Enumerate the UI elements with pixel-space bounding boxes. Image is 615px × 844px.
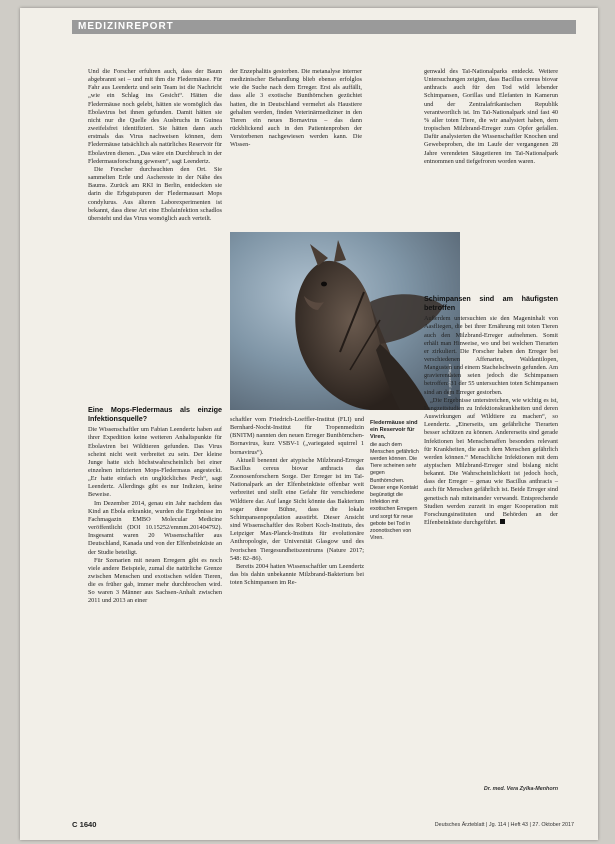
paragraph: Außerdem untersuchten sie den Mageninhalt von Aasfliegen, die bei ihrer Ernährung mit toten Tieren auch den Milzbrand-Erreger aufnehmen. Somit erhält man Hinweise, wo und bei welchen Tierarten er zirkuliert. Die Forscher haben den Erreger bei verschiedenen Affenarten, Waldantilopen, Mangusten und einem Stachelschwein gefunden. Am gravierendsten seien jedoch die Schimpansen betroffen: 31 der 55 untersuchten toten Schimpansen sind an dem Erreger gestorben. xyxy=(424,315,558,396)
paragraph: Die Forscher durchsuchten den Ort. Sie sammelten Erde und Aschereste in der Nähe des Baums. Zurück am RKI in Berlin, entdeckten sie darin die Erbgutspuren der Fledermausart Mops condylurus. Aus älteren Laborexperimenten ist bekannt, dass diese Art eine Ebolainfektion schadlos übersteht und das Virus womöglich auch verteilt. xyxy=(88,165,222,222)
photo-credit: Foto: picture alliance xyxy=(448,364,452,397)
magazine-page xyxy=(20,8,598,840)
paragraph xyxy=(424,397,558,528)
column-1-bottom xyxy=(88,406,222,606)
paragraph: Die Wissenschaftler um Fabian Leendertz haben auf ihrer Expedition keine weiteren Anhaltspunkte für Ebolaviren bei Wildtieren gefunden. Das Virus scheint nicht weit verbreitet zu sein. Der kleine Junge hatte sich höchstwahrscheinlich bei einer einzelnen infizierten Mops-Fledermaus angesteckt. „Er hatte einfach ein unglückliches Pech“, sagt Leendertz. Allerdings gibt es nur Indizien, keine Beweise. xyxy=(88,426,222,499)
paragraph-text: „Die Ergebnisse unterstreichen, wie wichtig es ist, Langzeitstudien zu Infektionskrankheiten und deren Auswirkungen auf Wildtiere zu machen“, so Leendertz. „Einerseits, um gefährliche Tierarten besser schützen zu können. Andererseits sind gerade Infektionen bei Menschenaffen besonders relevant für Krankheiten, die auch dem Menschen gefährlich werden können.“ Menschliche Infektionen mit dem atypischen Milzbrand-Erreger sind bislang nicht bekannt. Die Wahrscheinlichkeit ist jedoch hoch, dass der Erreger – genau wie Bacillus anthracis – auch für Menschen gefährlich ist. Beide Erreger sind genetisch nah miteinander verwandt. Entsprechende Studien werden zurzeit in enger Kooperation mit Forschungsinstituten und Behörden an der Elfenbeinküste durchgeführt. xyxy=(424,396,558,527)
paragraph: der Enzephalitis gestorben. Die metanalyse interner medizinischer Behandlung blieb ebenso erfolglos wie die Suche nach dem Erreger. Erst als auffällt, dass alle 3 exotische Bunthörnchen gezüchtet hatten, die in Deutschland vermehrt als Haustiere gehalten werden, finden Veterinärmediziner in den Tieren ein neues Bornavirus – das dann rückblickend auch in den Patientenproben der Verstorbenen nachgewiesen werden kann. Die Wissen- xyxy=(230,68,362,149)
end-of-article-icon xyxy=(500,519,505,524)
paragraph: Im Dezember 2014, genau ein Jahr nachdem das Kind an Ebola erkrankte, wurden die Ergebnisse im Fachmagazin EMBO Molecular Medicine veröffentlicht (DOI 10.15252/emmm.201404792). Insgesamt waren 20 Wissenschaftler aus Deutschland, Kanada und von der Elfenbeinküste an der Studie beteiligt. xyxy=(88,499,222,556)
column-2-bottom xyxy=(230,416,364,587)
section-title: MEDIZINREPORT xyxy=(78,21,174,32)
section-header xyxy=(72,20,576,34)
photo-caption xyxy=(370,420,420,542)
subheading: Eine Mops-Fledermaus als einzige Infektionsquelle? xyxy=(88,405,222,423)
caption-title: Fledermäuse sind ein Reservoir für Viren, xyxy=(370,420,418,441)
page-number: C 1640 xyxy=(72,820,97,829)
subheading: Schimpansen sind am häufigsten betroffen xyxy=(424,294,558,312)
column-4-bottom xyxy=(424,295,558,527)
caption-text: die auch dem Menschen gefährlich werden können. Die Tiere scheinen sehr gegen Bunthörnchen. Dieser enge Kontakt begünstigt die Infektion mit exotischen Erregern und sorgt für neue gebote bei Tod in zoonotischen von Viren. xyxy=(370,441,419,542)
journal-footer: Deutsches Ärzteblatt | Jg. 114 | Heft 43 | 27. Oktober 2017 xyxy=(434,822,574,828)
paragraph: Für Szenarien mit neuen Erregern gibt es noch viele andere Beispiele, zumal die natürliche Grenze zwischen Menschen und exotischen wilden Tieren, die es früher gab, immer mehr durchbrochen wird. So waren 3 Männer aus Sachsen-Anhalt zwischen 2011 und 2013 an einer xyxy=(88,556,222,605)
column-4-top xyxy=(424,68,558,166)
paragraph: Aktuell benennt der atypische Milzbrand-Erreger Bacillus cereus biovar anthracis das Zoonosenforschern Sorge. Der Erreger ist im Taï-Nationalpark an der Elfenbeinküste offenbar weit verbreitet und stellt eine Gefahr für verschiedene Wildtiere dar. Auf lange Sicht könnte das Bakterium sogar diese Bühne, dass die lokale Schimpansenpopulation ausstirbt. Dieser Ansicht sind Wissenschaftler des Robert Koch-Instituts, des Leipziger Max-Planck-Instituts für evolutionäre Anthropologie, der Universität Glasgow und des Ivorischen Tiergesundheitszentrums (Nature 2017; 548: 82–86). xyxy=(230,456,364,562)
paragraph: schaftler vom Friedrich-Loeffler-Institut (FLI) und Bernhard-Nocht-Institut für Tropenmedizin (BNITM) nannten den neuen Erreger Bunthörnchen-Bornavirus, kurz VSBV-1 („variegated squirrel 1 bornavirus“). xyxy=(230,416,364,456)
paragraph: genwald des Taï-Nationalparks entdeckt. Weitere Untersuchungen zeigten, dass Bacillus cereus biovar anthracis auch für den Tod wild lebender Schimpansen, Gorillas und Elefanten in Kamerun und der Zentralafrikanischen Republik verantwortlich ist. Im Taï-Nationalpark sind fast 40 % aller toten Tiere, die wir analysiert haben, dem tropischen Milzbrand-Erreger zum Opfer gefallen. Dafür analysierten die Wissenschaftler Knochen und Gewebeproben, die im Laufe der vergangenen 28 Jahre verendeten Säugetieren im Taï-Nationalpark entnommen und tiefgefroren worden waren. xyxy=(424,68,558,165)
author-credit: Dr. med. Vera Zylka-Menhorn xyxy=(483,786,558,792)
paragraph: Bereits 2004 hatten Wissenschaftler um Leendertz das bis dahin unbekannte Milzbrand-Bakterium bei toten Schimpansen im Re- xyxy=(230,562,364,587)
column-1-top xyxy=(88,68,222,223)
column-2-top xyxy=(230,68,362,150)
paragraph: Und die Forscher erfuhren auch, dass der Baum abgebrannt sei – und mit ihm die Fledermäuse. Für Fahr aus Leendertz und sein Team ist die Nachricht „wie ein Schlag ins Gesicht“. Hätten die Fledermäuse noch gelebt, hätten sie womöglich das Ebolavirus bei ihnen gefunden. Damit hätten sie nicht nur die Quelle des Ausbruchs in Guinea zweifelsfrei identifiziert. Sie hätten dann auch erstmals das Virus nachweisen können, dem Fledermäuse tatsächlich als natürliches Reservoir für Ebolaviren dienen. „Das wäre ein Durchbruch in der Fledermausforschung gewesen“, sagt Leendertz. xyxy=(88,68,222,165)
